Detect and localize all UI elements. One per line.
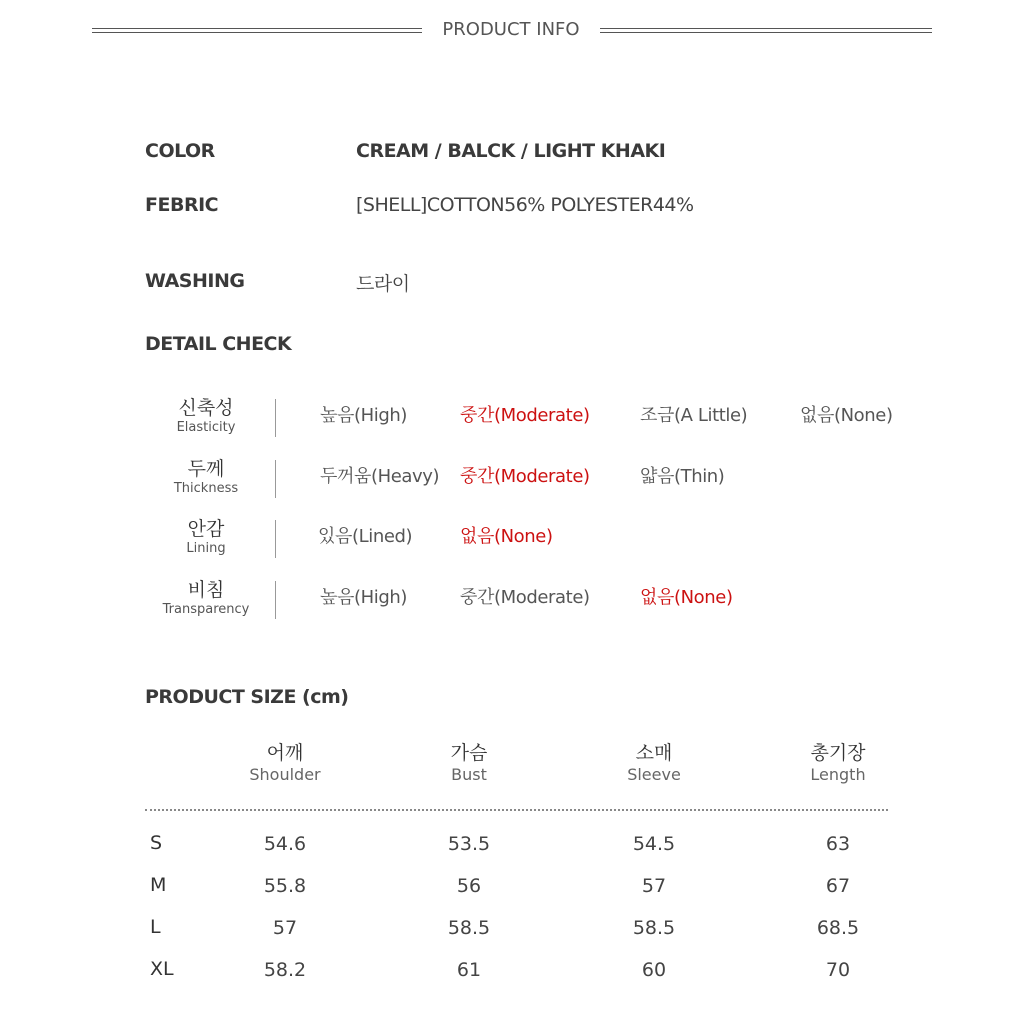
- detail-option-selected: 중간(Moderate): [460, 405, 590, 426]
- washing-label: WASHING: [145, 270, 245, 292]
- column-en-label: Length: [810, 765, 866, 784]
- detail-row-elasticity: [0, 397, 1024, 447]
- detail-option: 중간(Moderate): [460, 587, 590, 608]
- detail-divider: [275, 581, 276, 619]
- detail-option-selected: 중간(Moderate): [460, 466, 590, 487]
- size-table-divider: [145, 809, 888, 811]
- detail-ko-label: 안감: [187, 518, 225, 540]
- detail-head: [140, 458, 272, 498]
- table-cell: 58.2: [263, 959, 307, 981]
- table-cell: 58.5: [447, 917, 491, 939]
- detail-en-label: Elasticity: [176, 420, 236, 435]
- detail-ko-label: 비침: [187, 579, 225, 601]
- column-ko-label: 어깨: [266, 742, 304, 764]
- table-cell: 53.5: [447, 833, 491, 855]
- size-column-sleeve: [584, 742, 724, 786]
- detail-ko-label: 두께: [187, 458, 225, 480]
- detail-ko-label: 신축성: [178, 397, 234, 419]
- product-size-title: PRODUCT SIZE (cm): [145, 686, 349, 708]
- detail-option-selected: 없음(None): [640, 587, 733, 608]
- table-cell: 57: [272, 917, 298, 939]
- product-info-header: [0, 18, 1024, 44]
- detail-row-transparency: [0, 579, 1024, 629]
- size-column-bust: [399, 742, 539, 786]
- detail-divider: [275, 520, 276, 558]
- header-rule-left: [92, 28, 422, 33]
- detail-option: 조금(A Little): [640, 405, 748, 426]
- color-label: COLOR: [145, 140, 215, 162]
- column-en-label: Shoulder: [249, 765, 321, 784]
- detail-head: [140, 579, 272, 619]
- detail-divider: [275, 399, 276, 437]
- header-rule-right: [600, 28, 932, 33]
- detail-divider: [275, 460, 276, 498]
- column-ko-label: 소매: [635, 742, 673, 764]
- detail-option: 있음(Lined): [318, 526, 413, 547]
- table-cell: 54.5: [632, 833, 676, 855]
- detail-option: 없음(None): [800, 405, 893, 426]
- table-cell: 68.5: [816, 917, 860, 939]
- header-title: PRODUCT INFO: [442, 19, 580, 40]
- detail-option: 높음(High): [320, 587, 407, 608]
- detail-option-selected: 없음(None): [460, 526, 553, 547]
- table-cell: 70: [825, 959, 851, 981]
- column-en-label: Bust: [451, 765, 487, 784]
- washing-value: 드라이: [356, 273, 410, 295]
- detail-option: 얇음(Thin): [640, 466, 725, 487]
- table-cell: 63: [825, 833, 851, 855]
- detail-option: 높음(High): [320, 405, 407, 426]
- size-column-shoulder: [215, 742, 355, 786]
- color-value: CREAM / BALCK / LIGHT KHAKI: [356, 140, 666, 162]
- detail-head: [140, 518, 272, 558]
- size-label-xl: XL: [150, 958, 174, 980]
- table-cell: 61: [456, 959, 482, 981]
- table-cell: 57: [641, 875, 667, 897]
- column-en-label: Sleeve: [627, 765, 681, 784]
- detail-head: [140, 397, 272, 437]
- size-label-s: S: [150, 832, 163, 854]
- size-column-length: [768, 742, 908, 786]
- detail-check-title: DETAIL CHECK: [145, 333, 292, 355]
- table-cell: 67: [825, 875, 851, 897]
- detail-option: 두꺼움(Heavy): [320, 466, 440, 487]
- table-cell: 55.8: [263, 875, 307, 897]
- detail-en-label: Lining: [186, 541, 226, 556]
- detail-en-label: Thickness: [173, 481, 239, 496]
- column-ko-label: 가슴: [450, 742, 488, 764]
- detail-row-lining: [0, 518, 1024, 568]
- table-cell: 60: [641, 959, 667, 981]
- table-cell: 56: [456, 875, 482, 897]
- table-cell: 58.5: [632, 917, 676, 939]
- detail-en-label: Transparency: [162, 602, 250, 617]
- detail-row-thickness: [0, 458, 1024, 508]
- fabric-value: [SHELL]COTTON56% POLYESTER44%: [356, 194, 694, 216]
- column-ko-label: 총기장: [810, 742, 866, 764]
- fabric-label: FEBRIC: [145, 194, 219, 216]
- size-label-l: L: [150, 916, 161, 938]
- size-label-m: M: [150, 874, 167, 896]
- table-cell: 54.6: [263, 833, 307, 855]
